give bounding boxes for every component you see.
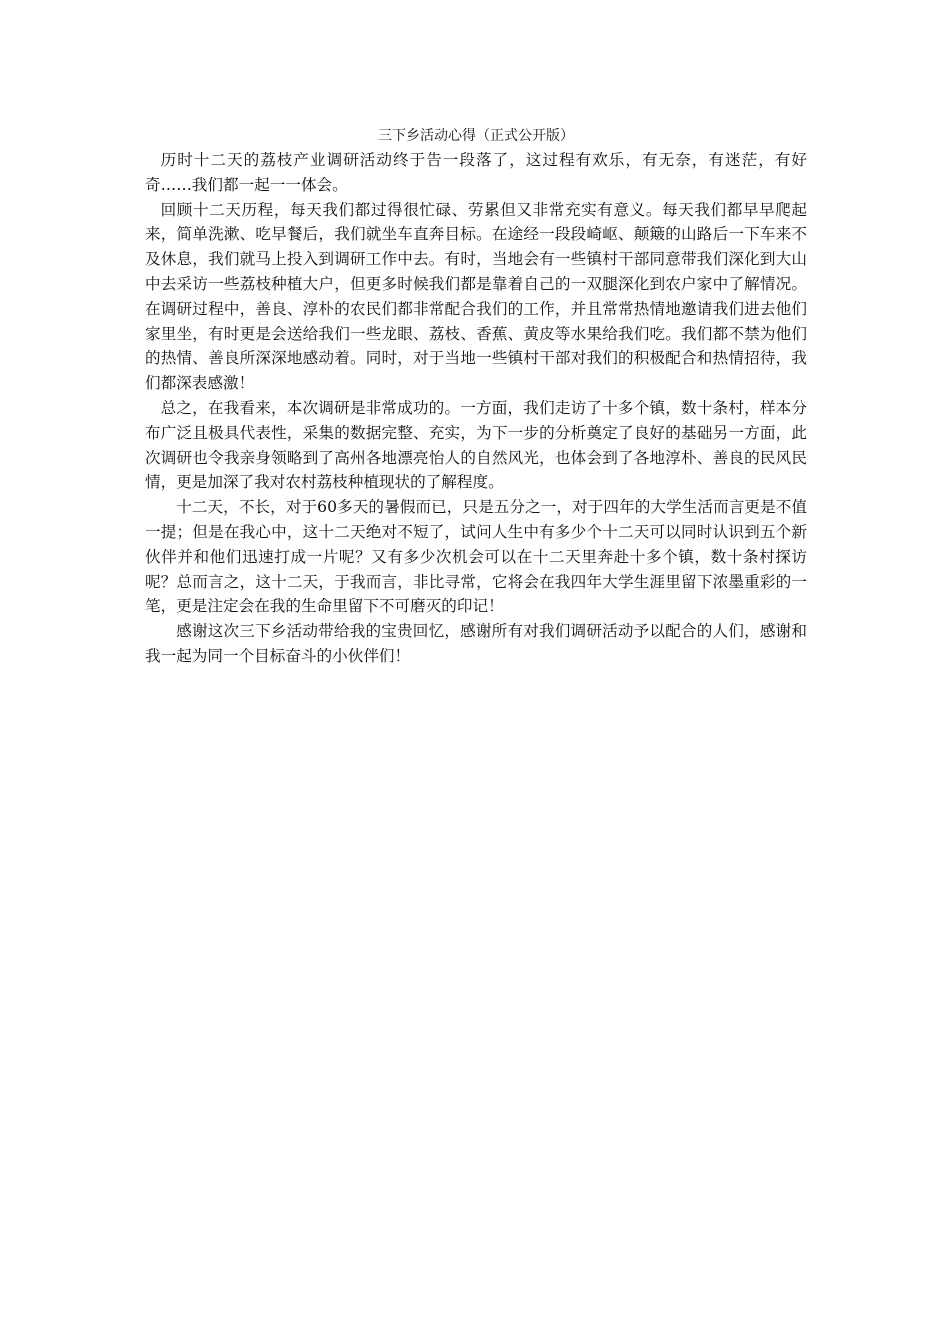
paragraph-review: 回顾十二天历程，每天我们都过得很忙碌、劳累但又非常充实有意义。每天我们都早早爬起来，简单洗漱、吃早餐后，我们就坐车直奔目标。在途经一段段崎岖、颠簸的山路后一下车来不及休息，我们就马上投入到调研工作中去。有时，当地会有一些镇村干部同意带我们深化到大山中去采访一些荔枝种植大户，但更多时候我们都是靠着自己的一双腿深化到农户家中了解情况。在调研过程中，善良、淳朴的农民们都非常配合我们的工作，并且常常热情地邀请我们进去他们家里坐，有时更是会送给我们一些龙眼、荔枝、香蕉、黄皮等水果给我们吃。我们都不禁为他们的热情、善良所深深地感动着。同时，对于当地一些镇村干部对我们的积极配合和热情招待，我们都深表感激！ xyxy=(145,200,807,393)
document-body xyxy=(145,124,807,669)
paragraph-reflection: 十二天，不长，对于60多天的暑假而已，只是五分之一，对于四年的大学生活而言更是不值一提；但是在我心中，这十二天绝对不短了，试问人生中有多少个十二天可以同时认识到五个新伙伴并和他们迅速打成一片呢？又有多少次机会可以在十二天里奔赴十多个镇，数十条村探访呢？总而言之，这十二天，于我而言，非比寻常，它将会在我四年大学生涯里留下浓墨重彩的一笔，更是注定会在我的生命里留下不可磨灭的印记！ xyxy=(145,498,807,616)
paragraph-intro: 历时十二天的荔枝产业调研活动终于告一段落了，这过程有欢乐，有无奈，有迷茫，有好奇……我们都一起一一体会。 xyxy=(145,151,807,194)
paragraph-thanks: 感谢这次三下乡活动带给我的宝贵回忆，感谢所有对我们调研活动予以配合的人们，感谢和我一起为同一个目标奋斗的小伙伴们！ xyxy=(145,622,807,665)
document-title: 三下乡活动心得（正式公开版） xyxy=(378,128,574,144)
paragraph-summary: 总之，在我看来，本次调研是非常成功的。一方面，我们走访了十多个镇，数十条村，样本分布广泛且极具代表性，采集的数据完整、充实，为下一步的分析奠定了良好的基础另一方面，此次调研也令我亲身领略到了高州各地漂亮怡人的自然风光，也体会到了各地淳朴、善良的民风民情，更是加深了我对农村荔枝种植现状的了解程度。 xyxy=(145,398,807,492)
